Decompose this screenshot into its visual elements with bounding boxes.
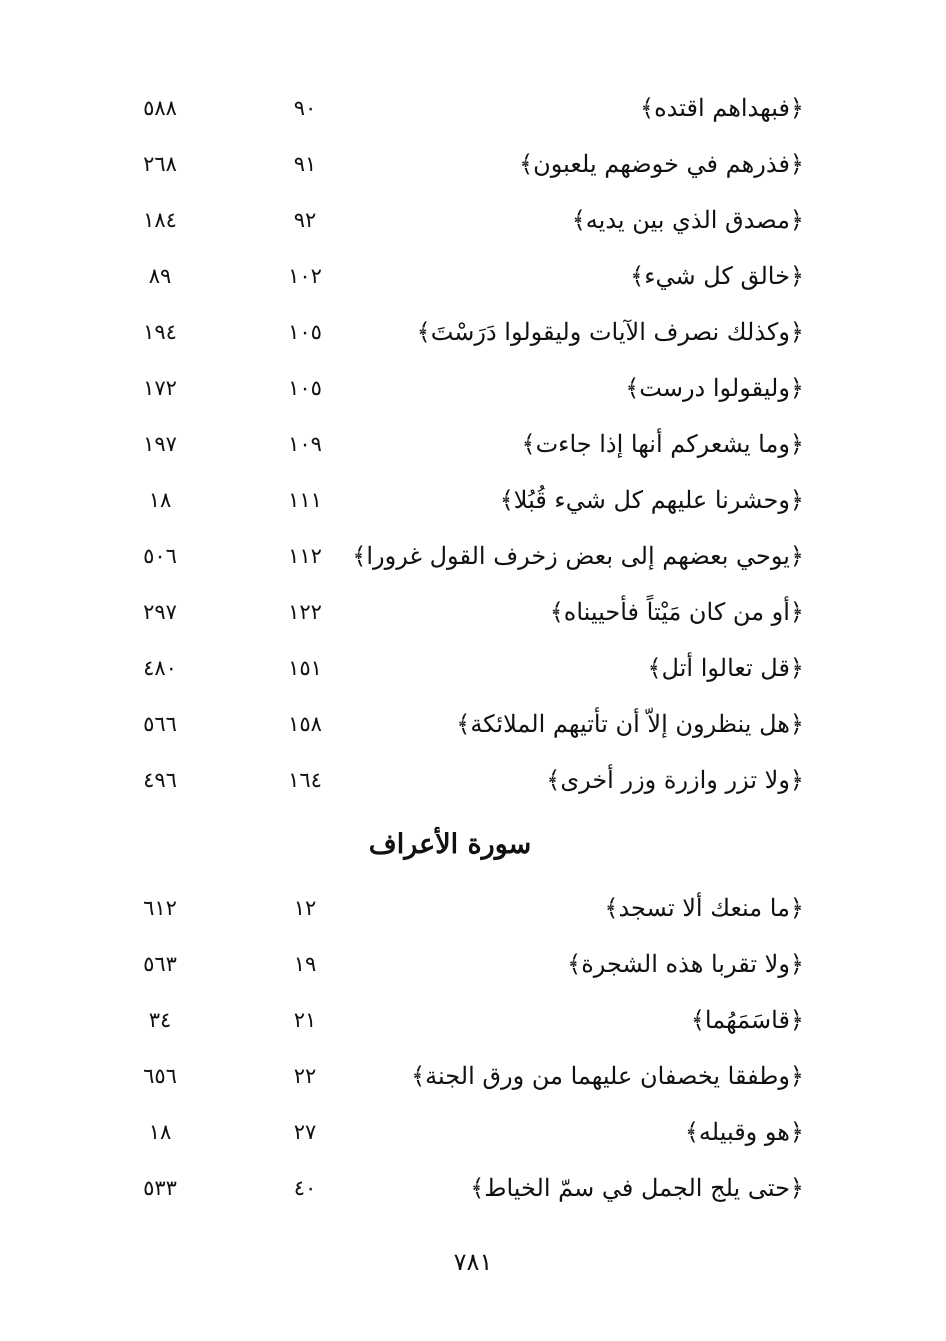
page-reference: ٨٩: [148, 264, 172, 288]
index-row: [0, 84, 946, 132]
page-reference: ٥٣٣: [143, 1176, 177, 1200]
verse-text: ﴿ما منعك ألا تسجد﴾: [604, 894, 804, 922]
index-row: [0, 364, 946, 412]
ayah-number: ١٢٢: [288, 600, 322, 624]
page-number: ٧٨١: [453, 1248, 493, 1276]
page-reference: ٥٦٣: [143, 952, 177, 976]
index-row: [0, 884, 946, 932]
ayah-number: ٢٧: [293, 1120, 317, 1144]
index-row: [0, 476, 946, 524]
verse-text: ﴿وحشرنا عليهم كل شيء قُبُلا﴾: [499, 486, 804, 514]
page-reference: ٥٠٦: [143, 544, 177, 568]
verse-text: ﴿ولا تقربا هذه الشجرة﴾: [567, 950, 804, 978]
index-row: [0, 644, 946, 692]
index-row: [0, 588, 946, 636]
index-row: [0, 308, 946, 356]
verse-text: ﴿وطفقا يخصفان عليهما من ورق الجنة﴾: [411, 1062, 804, 1090]
index-row: [0, 756, 946, 804]
page-reference: ١٨٤: [143, 208, 177, 232]
ayah-number: ١١١: [288, 488, 322, 512]
verse-text: ﴿أو من كان مَيْتاً فأحييناه﴾: [549, 598, 804, 626]
index-row: [0, 140, 946, 188]
verse-text: ﴿حتى يلج الجمل في سمّ الخياط﴾: [470, 1174, 804, 1202]
verse-text: ﴿وكذلك نصرف الآيات وليقولوا دَرَسْتَ﴾: [416, 318, 804, 346]
index-row: [0, 420, 946, 468]
verse-text: ﴿مصدق الذي بين يديه﴾: [571, 206, 804, 234]
verse-text: ﴿ولا تزر وازرة وزر أخرى﴾: [546, 766, 804, 794]
verse-text: ﴿خالق كل شيء﴾: [630, 262, 804, 290]
page-reference: ١٩٤: [143, 320, 177, 344]
verse-text: ﴿قاسَمَهُما﴾: [690, 1006, 804, 1034]
ayah-number: ١١٢: [288, 544, 322, 568]
page-reference: ٤٩٦: [143, 768, 177, 792]
ayah-number: ٩١: [293, 152, 317, 176]
page-reference: ٢٩٧: [143, 600, 177, 624]
index-row: [0, 196, 946, 244]
ayah-number: ٤٠: [293, 1176, 317, 1200]
ayah-number: ١٦٤: [288, 768, 322, 792]
page-reference: ٦١٢: [143, 896, 177, 920]
index-row: [0, 252, 946, 300]
ayah-number: ٩٠: [293, 96, 317, 120]
ayah-number: ١٢: [293, 896, 317, 920]
ayah-number: ١٠٥: [288, 320, 322, 344]
ayah-number: ١٠٢: [288, 264, 322, 288]
ayah-number: ١٠٩: [288, 432, 322, 456]
verse-text: ﴿هو وقبيله﴾: [684, 1118, 804, 1146]
page-reference: ٦٥٦: [143, 1064, 177, 1088]
verse-text: ﴿وليقولوا درست﴾: [625, 374, 804, 402]
ayah-number: ١٩: [293, 952, 317, 976]
verse-text: ﴿يوحي بعضهم إلى بعض زخرف القول غرورا﴾: [352, 542, 804, 570]
index-row: [0, 1108, 946, 1156]
index-row: [0, 532, 946, 580]
verse-text: ﴿وما يشعركم أنها إذا جاءت﴾: [521, 430, 804, 458]
page-reference: ١٨: [148, 488, 172, 512]
index-row: [0, 940, 946, 988]
verse-text: ﴿فبهداهم اقتده﴾: [640, 94, 804, 122]
index-row: [0, 700, 946, 748]
page-reference: ١٩٧: [143, 432, 177, 456]
verse-text: ﴿قل تعالوا أتل﴾: [647, 654, 804, 682]
page-reference: ٤٨٠: [143, 656, 177, 680]
surah-heading: سورة الأعراف: [368, 829, 532, 860]
ayah-number: ١٥٨: [288, 712, 322, 736]
page-reference: ٢٦٨: [143, 152, 177, 176]
ayah-number: ٩٢: [293, 208, 317, 232]
page-reference: ٣٤: [148, 1008, 172, 1032]
page-reference: ٥٦٦: [143, 712, 177, 736]
index-row: [0, 1052, 946, 1100]
index-row: [0, 1164, 946, 1212]
ayah-number: ١٠٥: [288, 376, 322, 400]
ayah-number: ١٥١: [288, 656, 322, 680]
verse-text: ﴿فذرهم في خوضهم يلعبون﴾: [519, 150, 804, 178]
ayah-number: ٢١: [293, 1008, 317, 1032]
page-reference: ١٧٢: [143, 376, 177, 400]
verse-text: ﴿هل ينظرون إلاّ أن تأتيهم الملائكة﴾: [456, 710, 804, 738]
page-reference: ١٨: [148, 1120, 172, 1144]
ayah-number: ٢٢: [293, 1064, 317, 1088]
page-reference: ٥٨٨: [143, 96, 177, 120]
index-row: [0, 996, 946, 1044]
